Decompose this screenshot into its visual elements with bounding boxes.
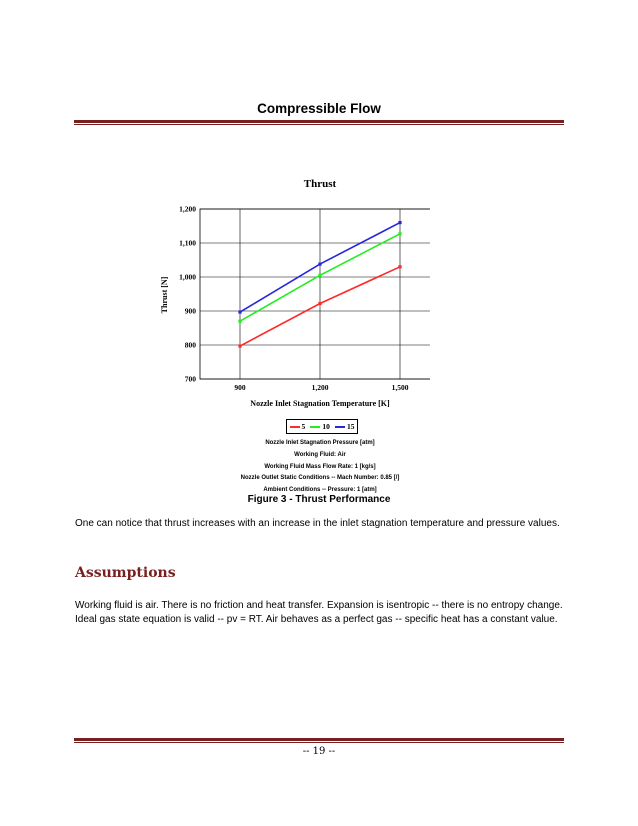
y-axis-ticks xyxy=(179,205,196,384)
chart-note: Ambient Conditions -- Pressure: 1 [atm] xyxy=(263,487,377,494)
legend-label: 10 xyxy=(322,422,330,431)
footer-rule xyxy=(74,738,564,741)
legend-label: 15 xyxy=(346,422,355,431)
legend-swatch xyxy=(290,426,300,428)
chart-note: Working Fluid Mass Flow Rate: 1 [kg/s] xyxy=(264,463,376,470)
chart-note: Nozzle Outlet Static Conditions -- Mach Number: 0.85 [/] xyxy=(240,475,400,482)
chart-note: Nozzle Inlet Stagnation Pressure [atm] xyxy=(265,440,375,446)
y-tick-label: 1,100 xyxy=(179,238,196,248)
x-tick-label: 1,500 xyxy=(391,383,409,392)
chart-notes xyxy=(170,438,470,497)
legend-item xyxy=(290,422,306,431)
y-tick-label: 1,200 xyxy=(179,204,196,214)
legend-item xyxy=(335,422,355,431)
data-point xyxy=(398,221,401,224)
y-axis-label: Thrust [N] xyxy=(160,276,169,314)
legend-swatch xyxy=(335,426,345,428)
plot-area-border xyxy=(200,209,430,379)
thrust-chart xyxy=(150,170,430,410)
chart-note: Working Fluid: Air xyxy=(294,451,346,458)
chart-title: Thrust xyxy=(303,178,337,190)
header-rule-thin xyxy=(74,124,564,125)
body-paragraph: Working fluid is air. There is no friction and heat transfer. Expansion is isentropic -- there is no entropy change. Ideal gas state equation is valid -- pv = RT. Air behaves as a perfect gas -- specific heat has a constant value. xyxy=(75,600,563,625)
data-point xyxy=(398,232,401,235)
data-point xyxy=(318,274,321,277)
x-axis-ticks xyxy=(234,383,408,392)
data-point xyxy=(318,262,321,265)
data-point xyxy=(238,310,241,313)
y-tick-label: 1,000 xyxy=(179,272,196,282)
x-tick-label: 1,200 xyxy=(311,383,329,392)
chart-grid xyxy=(200,209,430,379)
data-point xyxy=(238,320,241,323)
x-tick-label: 900 xyxy=(234,383,246,392)
chart-legend xyxy=(286,419,358,434)
data-point xyxy=(238,344,241,347)
page-number: -- 19 -- xyxy=(302,746,336,757)
body-paragraph: One can notice that thrust increases with an increase in the inlet stagnation temperature and pressure values. xyxy=(75,518,560,529)
y-tick-label: 700 xyxy=(184,374,196,384)
y-tick-label: 800 xyxy=(184,340,196,350)
x-axis-label: Nozzle Inlet Stagnation Temperature [K] xyxy=(250,399,390,408)
header-rule xyxy=(74,120,564,123)
figure-caption: Figure 3 - Thrust Performance xyxy=(247,494,391,505)
legend-swatch xyxy=(310,426,320,428)
legend-label: 5 xyxy=(301,422,306,431)
section-heading: Assumptions xyxy=(75,565,176,581)
data-point xyxy=(398,265,401,268)
footer-rule-thin xyxy=(74,742,564,743)
page-header-title: Compressible Flow xyxy=(257,101,381,116)
y-tick-label: 900 xyxy=(184,306,196,316)
data-point xyxy=(318,302,321,305)
legend-item xyxy=(310,422,330,431)
